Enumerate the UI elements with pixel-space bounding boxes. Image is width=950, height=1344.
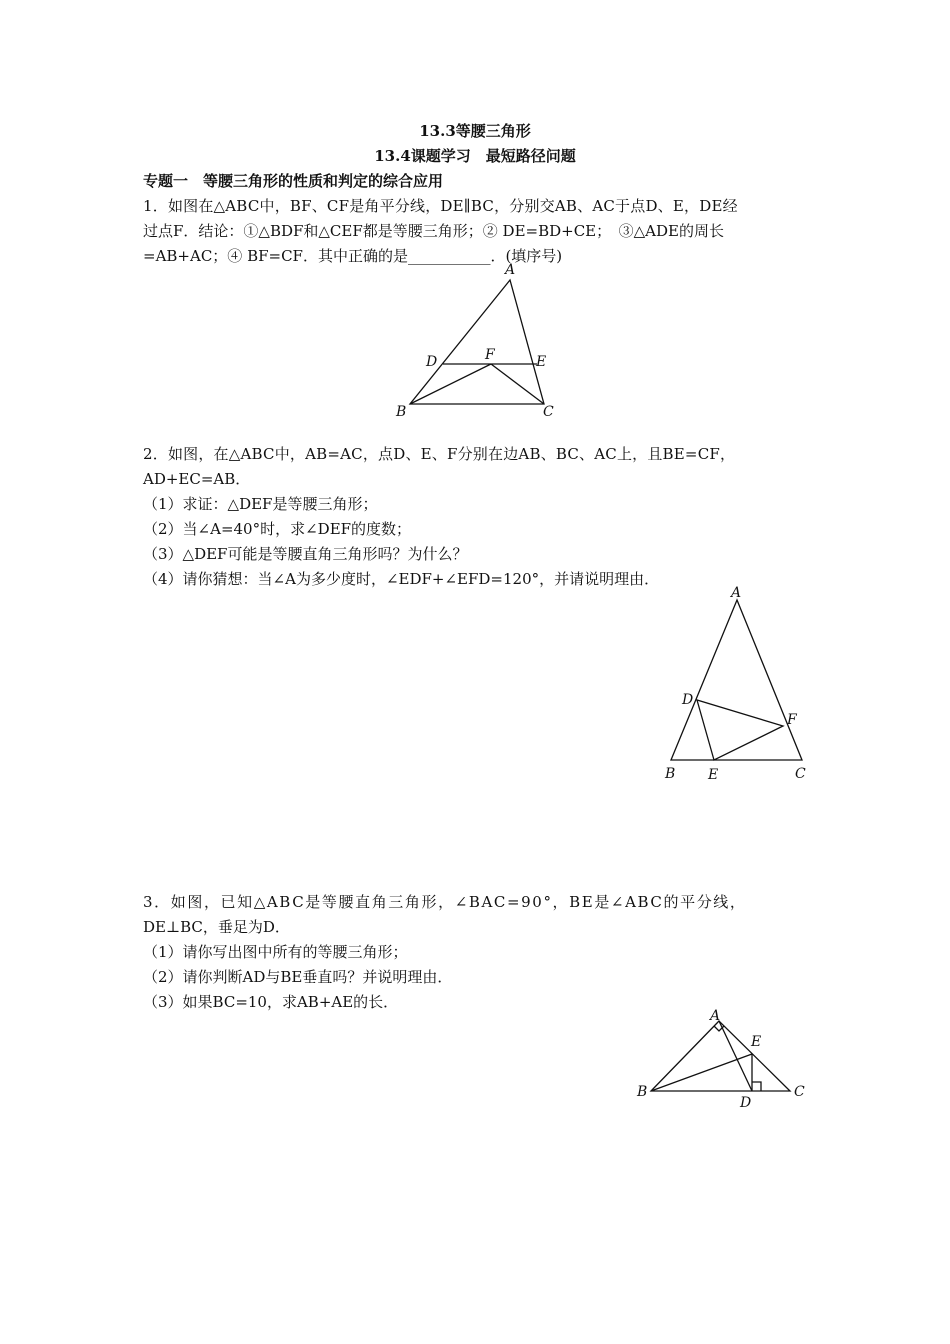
q1-label-d: D [426, 354, 438, 370]
page-subtitle: 13.4课题学习 最短路径问题 [374, 147, 576, 165]
q1-label-b: B [396, 404, 407, 420]
q3-label-c: C [794, 1084, 805, 1100]
q2-triangle-def [697, 700, 783, 760]
q2-sub1: （1）求证：△DEF是等腰三角形； [143, 495, 378, 513]
q1-label-a: A [505, 262, 516, 278]
q2-text-line2: AD+EC=AB． [143, 470, 251, 488]
q3-label-a: A [710, 1008, 721, 1024]
q2-label-e: E [708, 767, 719, 783]
q1-triangle-abc [410, 280, 547, 404]
q3-text-line1: 3．如图，已知△ABC是等腰直角三角形，∠BAC=90°，BE是∠ABC的平分线， [143, 893, 747, 911]
q1-text-line2: 过点F．结论：①△BDF和△CEF都是等腰三角形；② DE=BD+CE； ③△ADE的周长 [143, 222, 724, 240]
q2-label-f: F [787, 712, 797, 728]
q2-text-line1: 2．如图，在△ABC中，AB=AC，点D、E、F分别在边AB、BC、AC上，且BE=CF， [143, 445, 736, 463]
q1-text-line1: 1．如图在△ABC中，BF、CF是角平分线，DE∥BC，分别交AB、AC于点D、E，DE经 [143, 197, 738, 215]
q3-label-d: D [740, 1095, 752, 1111]
q3-figure [630, 1003, 815, 1113]
q1-segment-bf [410, 364, 491, 404]
q2-sub2: （2）当∠A=40°时，求∠DEF的度数； [143, 520, 412, 538]
q3-right-angle-d [752, 1082, 761, 1091]
q1-figure [390, 258, 570, 423]
q2-figure [655, 582, 820, 787]
q1-text-line3: =AB+AC；④ BF=CF．其中正确的是___________．(填序号) [143, 247, 563, 265]
q3-sub2: （2）请你判断AD与BE垂直吗？并说明理由． [143, 968, 453, 986]
q1-segment-cf [491, 364, 544, 404]
q2-sub3: （3）△DEF可能是等腰直角三角形吗？为什么？ [143, 545, 468, 563]
q2-label-b: B [665, 766, 676, 782]
q2-triangle-abc [671, 600, 802, 760]
q2-label-a: A [731, 585, 742, 601]
q1-label-e: E [536, 354, 547, 370]
q2-sub4: （4）请你猜想：当∠A为多少度时，∠EDF+∠EFD=120°，并请说明理由． [143, 570, 660, 588]
q3-label-b: B [637, 1084, 648, 1100]
q1-label-f: F [485, 347, 495, 363]
q3-sub1: （1）请你写出图中所有的等腰三角形； [143, 943, 408, 961]
q3-sub3: （3）如果BC=10，求AB+AE的长． [143, 993, 399, 1011]
q2-label-d: D [682, 692, 694, 708]
q3-triangle-abc [651, 1021, 790, 1091]
q1-label-c: C [543, 404, 554, 420]
section-heading: 专题一 等腰三角形的性质和判定的综合应用 [143, 172, 444, 190]
q3-text-line2: DE⊥BC，垂足为D． [143, 918, 290, 936]
q2-label-c: C [795, 766, 806, 782]
q3-label-e: E [751, 1034, 762, 1050]
page-title: 13.3等腰三角形 [419, 122, 531, 140]
